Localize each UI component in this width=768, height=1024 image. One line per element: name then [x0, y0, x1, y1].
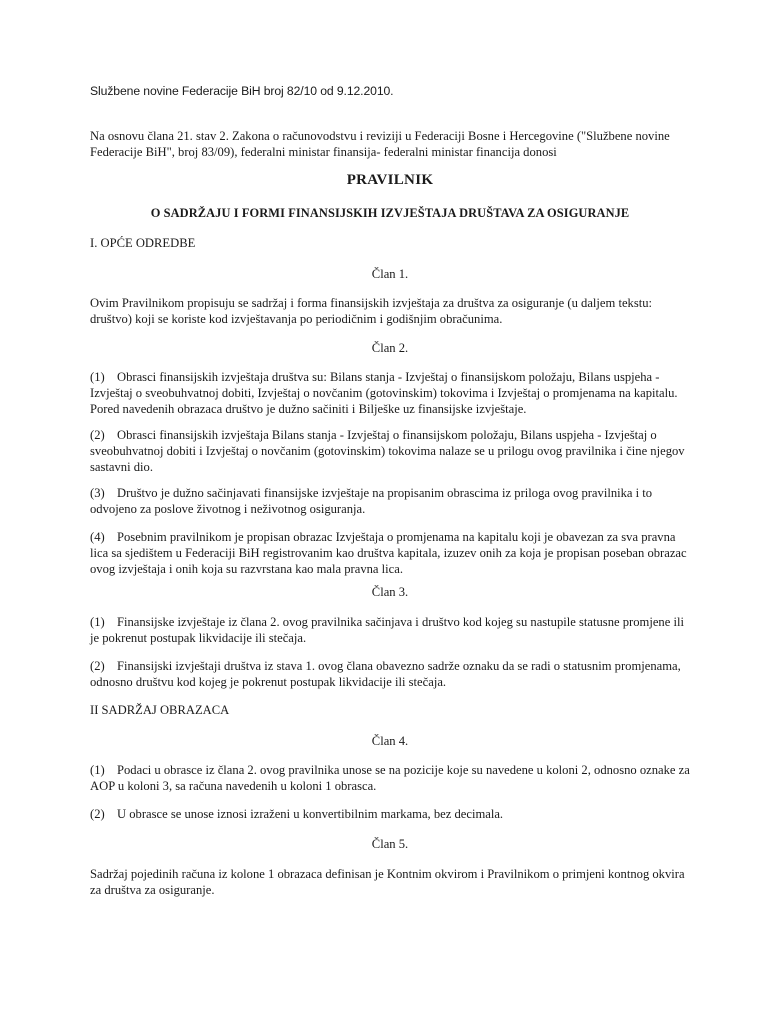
article-5-text: Sadržaj pojedinih računa iz kolone 1 obrazaca definisan je Kontnim okvirom i Pravilnikom o primjeni kontnog okvira za društva za osiguranje. [90, 867, 685, 897]
article-2-paragraph-1 [90, 369, 690, 417]
article-1-heading: Član 1. [371, 267, 409, 281]
article-2-heading: Član 2. [371, 341, 409, 355]
section-heading-general: I. OPĆE ODREDBE [90, 236, 196, 250]
document-title: PRAVILNIK [346, 172, 434, 188]
article-2-paragraph-3 [90, 485, 690, 517]
article-5-heading: Član 5. [371, 837, 409, 851]
paragraph-text: Podaci u obrasce iz člana 2. ovog pravilnika unose se na pozicije koje su navedene u koloni 2, odnosno oznake za AOP u koloni 3, sa računa navedenih u koloni 1 obrasca. [90, 763, 690, 793]
paragraph-text: Obrasci finansijskih izvještaja društva su: Bilans stanja - Izvještaj o finansijskom položaju, Bilans uspjeha - Izvještaj o sveobuhvatnoj dobiti, Izvještaj o novčanim (gotovinskim) tokovima i Izvještaj o promjenama na kapitalu. Pored navedenih obrazaca društvo je dužno sačiniti i Bilješke uz finansijske izvještaje. [90, 370, 678, 416]
document-subtitle: O SADRŽAJU I FORMI FINANSIJSKIH IZVJEŠTAJA DRUŠTAVA ZA OSIGURANJE [150, 206, 630, 220]
paragraph-text: Posebnim pravilnikom je propisan obrazac Izvještaja o promjenama na kapitalu koji je obavezan za sva pravna lica sa sjedištem u Federaciji BiH registrovanim kao društva kapitala, izuzev onih za koja je propisan poseban obrazac ovog izvještaja i onih koja su razvrstana kao mala pravna lica. [90, 530, 687, 576]
paragraph-number: (1) [90, 370, 105, 384]
article-4-paragraph-1 [90, 762, 690, 794]
paragraph-number: (2) [90, 428, 105, 442]
document-page [90, 0, 690, 1024]
gazette-header: Službene novine Federacije BiH broj 82/10 od 9.12.2010. [90, 84, 394, 98]
article-3-paragraph-2 [90, 658, 690, 690]
paragraph-number: (1) [90, 763, 105, 777]
article-3-heading: Član 3. [371, 585, 409, 599]
preamble: Na osnovu člana 21. stav 2. Zakona o računovodstvu i reviziji u Federaciji Bosne i Hercegovine ("Službene novine Federacije BiH", broj 83/09), federalni ministar finansija- federalni ministar financija donosi [90, 129, 670, 159]
paragraph-text: Obrasci finansijskih izvještaja Bilans stanja - Izvještaj o finansijskom položaju, Bilans uspjeha - Izvještaj o sveobuhvatnoj dobiti i Izvještaj o novčanim (gotovinskim) tokovima nalaze se u prilogu ovog pravilnika i čine njegov sastavni dio. [90, 428, 685, 474]
paragraph-text: Društvo je dužno sačinjavati finansijske izvještaje na propisanim obrascima iz priloga ovog pravilnika i to odvojeno za poslove životnog i neživotnog osiguranja. [90, 486, 653, 516]
article-1-text: Ovim Pravilnikom propisuju se sadržaj i forma finansijskih izvještaja za društva za osiguranje (u daljem tekstu: društvo) koji se koriste kod izvještavanja po periodičnim i godišnjim obračunima. [90, 296, 653, 326]
article-4-paragraph-2 [90, 806, 690, 822]
paragraph-number: (2) [90, 807, 105, 821]
article-2-paragraph-2 [90, 427, 690, 475]
paragraph-number: (3) [90, 486, 105, 500]
paragraph-number: (1) [90, 615, 105, 629]
article-4-heading: Član 4. [371, 734, 409, 748]
paragraph-number: (4) [90, 530, 105, 544]
paragraph-text: Finansijski izvještaji društva iz stava 1. ovog člana obavezno sadrže oznaku da se radi o statusnim promjenama, odnosno društvu kod kojeg je pokrenut postupak likvidacije ili stečaja. [90, 659, 681, 689]
paragraph-text: Finansijske izvještaje iz člana 2. ovog pravilnika sačinjava i društvo kod kojeg su nastupile statusne promjene ili je pokrenut postupak likvidacije ili stečaja. [90, 615, 684, 645]
article-3-paragraph-1 [90, 614, 690, 646]
paragraph-text: U obrasce se unose iznosi izraženi u konvertibilnim markama, bez decimala. [117, 807, 504, 821]
article-2-paragraph-4 [90, 529, 690, 577]
paragraph-number: (2) [90, 659, 105, 673]
section-heading-forms: II SADRŽAJ OBRAZACA [90, 703, 230, 717]
